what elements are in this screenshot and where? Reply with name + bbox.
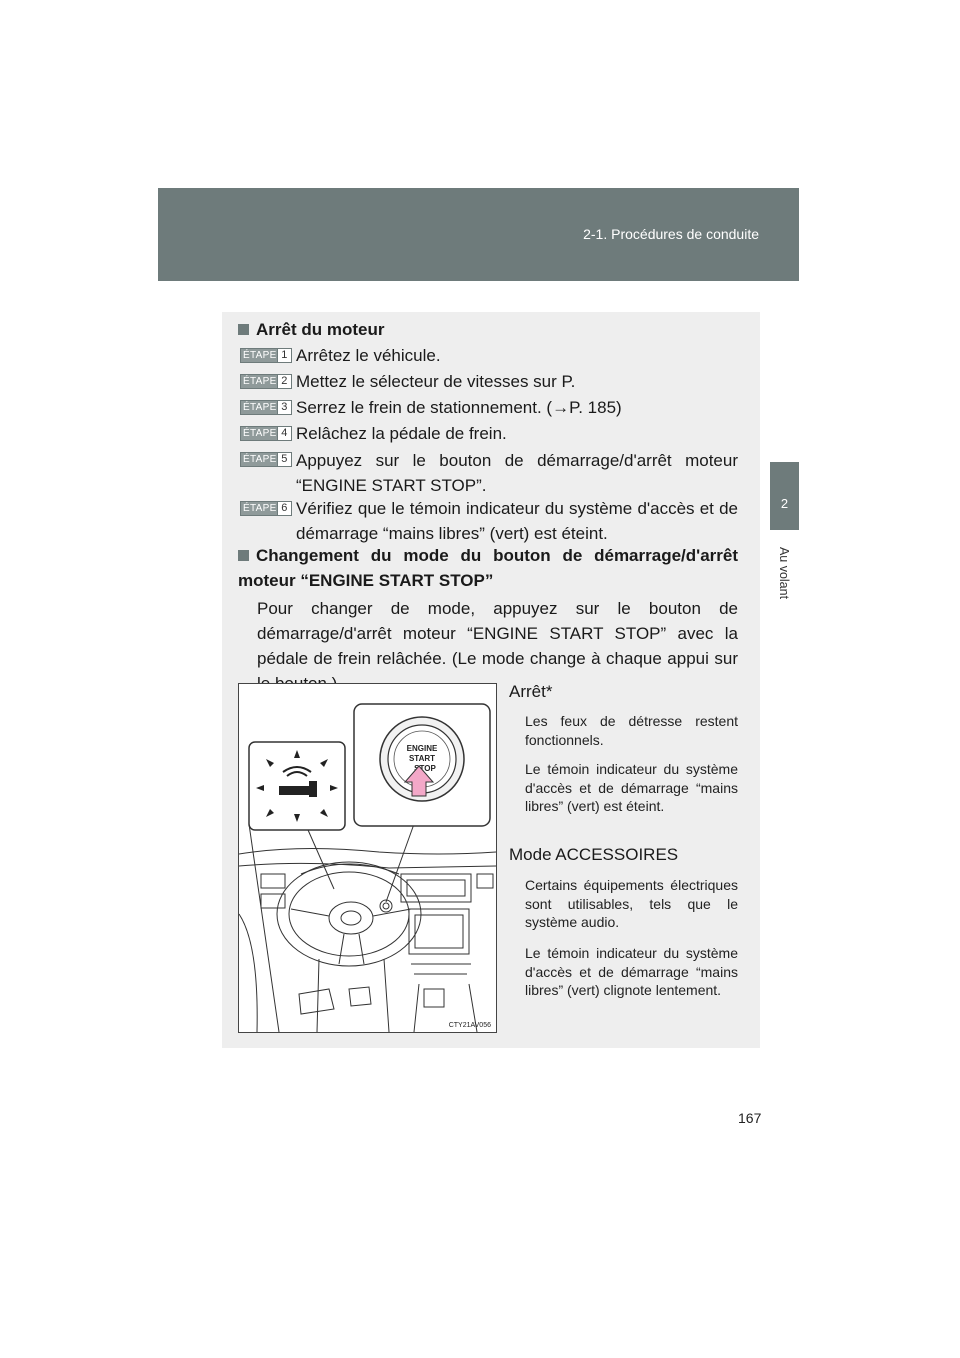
chapter-label [771,538,797,608]
section-heading-stop [238,318,384,342]
mode-desc: Le témoin indicateur du système d'accès et de démarrage “mains libres” (vert) est éteint. [525,761,738,814]
section2-title: Changement du mode du bouton de démarrage/d'arrêt moteur “ENGINE START STOP” [238,546,738,590]
step-tag-1 [240,348,292,363]
step-tag-5 [240,452,292,467]
page-number: 167 [738,1110,762,1126]
section1-title: Arrêt du moteur [256,320,385,339]
mode-title-accessory: Mode ACCESSOIRES [509,845,679,864]
chapter-tab [770,462,799,530]
mode-desc: Certains équipements électriques sont utilisables, tels que le système audio. [525,877,738,930]
step-number: 5 [277,453,291,466]
mode-desc: Le témoin indicateur du système d'accès et de démarrage “mains libres” (vert) clignote lentement. [525,945,738,998]
section-title: 2-1. Procédures de conduite [583,226,759,242]
step-text: Appuyez sur le bouton de démarrage/d'arrêt moteur “ENGINE START STOP”. [296,451,738,495]
step-tag-label: ÉTAPE [243,503,277,514]
button-label-line: ENGINE [406,744,438,753]
step-text: Arrêtez le véhicule. [296,346,441,365]
step-tag-4 [240,426,292,441]
step-number: 4 [277,427,291,440]
mode-desc: Les feux de détresse restent fonctionnels. [525,713,738,748]
step-text: Serrez le frein de stationnement. (→P. 185) [296,398,622,417]
step-tag-3 [240,400,292,415]
button-label-line: START [408,754,436,763]
step-number: 2 [277,375,291,388]
section-heading-mode [238,543,738,593]
chapter-label-text: Au volant [777,546,791,600]
step-tag-6 [240,501,292,516]
step-text: Vérifiez que le témoin indicateur du système d'accès et de démarrage “mains libres” (vert) est éteint. [296,499,738,543]
step-tag-label: ÉTAPE [243,376,277,387]
figure-code: CTY21AV056 [448,1022,491,1029]
step-text: Mettez le sélecteur de vitesses sur P. [296,372,576,391]
step-tag-label: ÉTAPE [243,454,277,465]
bullet-square-icon [238,324,249,335]
chapter-header [158,188,799,281]
step-number: 1 [277,349,291,362]
step-tag-label: ÉTAPE [243,350,277,361]
step-number: 3 [277,401,291,414]
button-label-line: STOP [414,764,436,773]
step-tag-2 [240,374,292,389]
dashboard-illustration [238,683,497,1033]
mode-title-off: Arrêt* [509,682,553,701]
bullet-square-icon [238,550,249,561]
section2-body: Pour changer de mode, appuyez sur le bouton de démarrage/d'arrêt moteur “ENGINE START STOP” avec la pédale de frein relâchée. (Le mode change à chaque appui sur [257,599,738,668]
chapter-number: 2 [780,496,789,511]
step-number: 6 [277,502,291,515]
step-text: Relâchez la pédale de frein. [296,424,507,443]
step-tag-label: ÉTAPE [243,402,277,413]
dashboard-drawing [239,684,496,1032]
step-tag-label: ÉTAPE [243,428,277,439]
